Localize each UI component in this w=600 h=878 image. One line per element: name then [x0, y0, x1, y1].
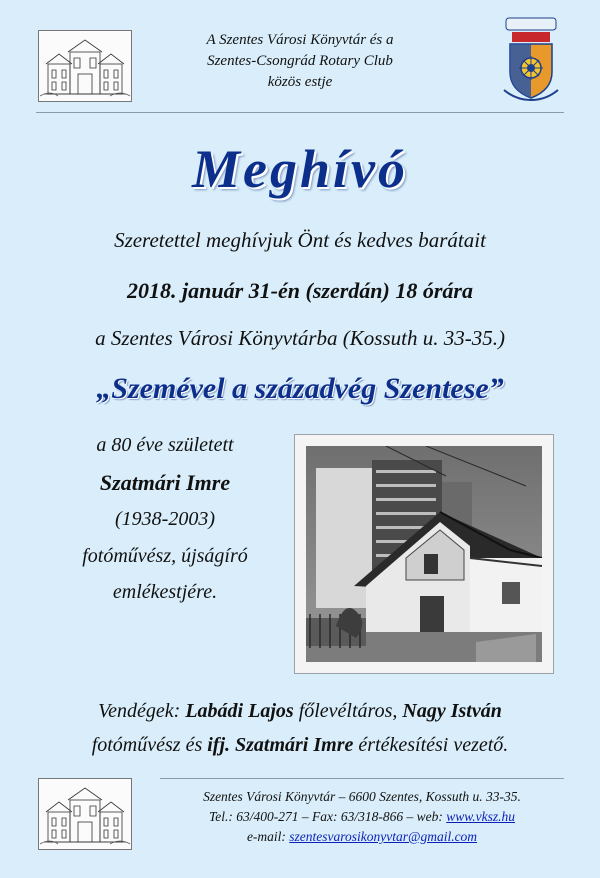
rotary-emblem-icon [502, 16, 560, 102]
guests-label: Vendégek: [98, 700, 181, 722]
guest-1-role: főlevéltáros, [298, 700, 398, 722]
guests-section [0, 694, 600, 762]
guests-line-1 [0, 694, 600, 728]
header-line-1: A Szentes Városi Könyvtár és a [206, 32, 394, 48]
house-photo-image [306, 446, 542, 662]
footer-divider [160, 778, 564, 779]
guest-2-name: Nagy István [402, 700, 502, 722]
guest-2-role: fotóművész és [91, 734, 203, 756]
honoree-intro: a 80 éve született [96, 434, 234, 456]
footer-phone-fax: Tel.: 63/400-271 – Fax: 63/318-866 – web: [209, 809, 443, 824]
footer-contact [160, 787, 564, 847]
guest-3-name: ifj. Szatmári Imre [207, 734, 354, 756]
guests-line-2 [0, 728, 600, 762]
date-line: 2018. január 31-én (szerdán) 18 órára [127, 278, 473, 303]
honoree-years: (1938-2003) [115, 508, 215, 530]
email-link[interactable]: szentesvarosikonyvtar@gmail.com [289, 829, 478, 844]
header-organizers [170, 30, 430, 93]
honoree-occasion: emlékestjére. [112, 581, 218, 603]
header-divider [36, 112, 564, 113]
website-link[interactable]: www.vksz.hu [446, 809, 515, 824]
footer-library-building-icon [38, 778, 132, 850]
header-line-3: közös estje [267, 74, 333, 90]
footer-phone-line [160, 807, 564, 827]
footer-address: Szentes Városi Könyvtár – 6600 Szentes, Kossuth u. 33-35. [203, 789, 521, 804]
venue-line: a Szentes Városi Könyvtárba (Kossuth u. 33-35.) [95, 326, 505, 350]
page-title: Meghívó [192, 139, 408, 199]
invite-line: Szeretettel meghívjuk Önt és kedves barátait [114, 228, 486, 252]
guest-1-name: Labádi Lajos [185, 700, 294, 722]
footer-email-line [160, 827, 564, 847]
header-line-2: Szentes-Csongrád Rotary Club [207, 53, 393, 69]
honoree-name: Szatmári Imre [99, 470, 231, 495]
footer-email-label: e-mail: [246, 829, 286, 844]
library-building-icon [38, 30, 132, 102]
guest-3-role: értékesítési vezető. [358, 734, 509, 756]
honoree-role: fotóművész, újságíró [82, 545, 248, 567]
historic-house-photo [294, 434, 554, 674]
event-title: „Szemével a századvég Szentese” [96, 372, 504, 405]
